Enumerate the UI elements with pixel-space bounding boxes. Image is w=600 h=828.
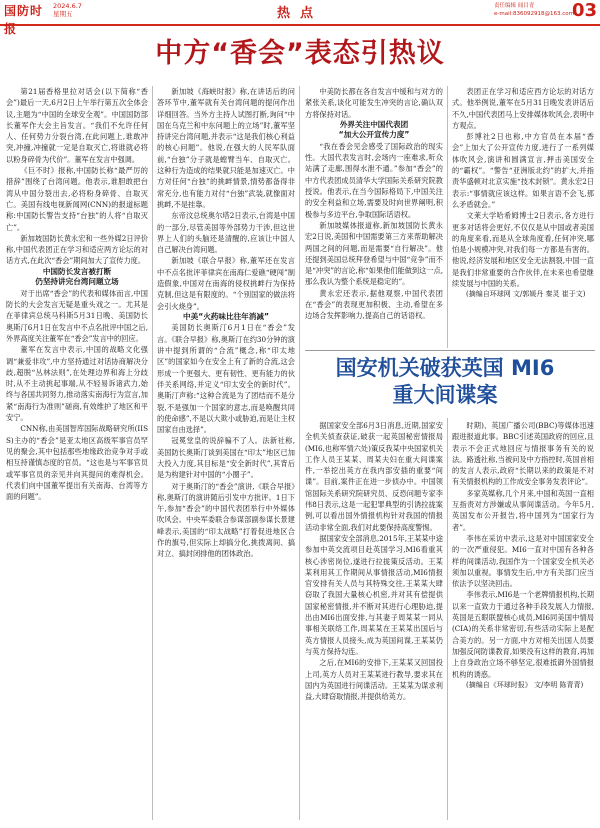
paragraph: 董军在发言中表示,中国的战略文化强调“兼爱非攻”,中方坚持通过对话协商解决分歧,超脱“丛林法则”,在处理边界和海上分歧时,从不主动挑起事端,从不轻易诉诸武力,始终与各国共同努力,推动落实南海行为宣言,加紧“南海行为准则”磋商,有效维护了地区和平安宁。 [6,345,148,423]
secondary-headline: 国安机关破获英国 MI6 重大间谍案 [335,356,555,407]
paragraph: 对于出席“香会”的代表和媒体而言,中国防长的大会发言无疑是重头戏之一。尤其是在菲律宾总统马科斯5月31日晚、美国防长奥斯汀6月1日在发言中不点名批评中国之后,外界高度关注董军在“香会”发言中的回应。 [6,288,148,343]
paragraph: 《巨不时》报称,中国防长称“最严厉的措辞”围绕了台湾问题。他表示,谁胆敢把台湾从中国分裂出去,必将粉身碎骨、自取灭亡。美国有线电视新闻网(CNN)的报道标题称:中国防长警告支持“台独”的人将“自取灭亡”。 [6,166,148,232]
editor-line: 责任编辑 闻目青 [494,3,535,9]
paragraph: 据国家安全部消息,2015年,王某某中途参加中英交流项目赴英国学习,MI6看重其核心涉密岗位,遂进行拉拢策反活动。王某某利用其工作期间从事情报活动,MI6情报官安排有关人员与其特殊交往,王某某大肆窃取了我国大量核心机密,并对其有偿提供国家秘密情报,并不断对其进行心理胁迫,提出由MI6出面安排,与其妻子周某某一同从事相关联络工作,周某某在王某某出国后与英方情报人员接头,成为英国间谍,王某某仍与英方保持勾连。 [305,533,443,656]
paragraph: 中美防长都在各自发言中缓和与对方的紧张关系,谈化可能发生冲突的言论,确认双方将保持对话。 [305,87,443,119]
paragraph: 冠冕堂皇的说辞骗不了人。法新社称,美国防长奥斯汀谈到美国在“印太”地区已加大投入力度,其目标是“安全新时代”,其背后是为构建针对中国的“小圈子”。 [157,436,295,480]
column-divider [447,418,448,820]
byline: (摘编自环球网 文/郭媛丹 秦灵 崔于文) [466,290,586,299]
masthead-bar [0,0,600,36]
paragraph: 表团正在学习和适应西方论坛的对话方式。他举例说,董军在5月31日晚发表讲话后不久,中国代表团马上安排媒体吹风会,表明中方观点。 [452,87,594,130]
story1-column-4 [452,86,594,348]
paragraph: 美国防长奥斯汀6月1日在“香会”发言。《联合早报》称,奥斯汀在约30分钟的演讲中提到所谓的“合流”概念,称“印太地区”的国家如今在安全上有了新的合流,这会形成一个更强大、更有韧性、更有能力的伙伴关系网络,并定义“印太安全的新时代”。奥斯汀声称:“这种合流是为了团结而不是分裂,不是强加一个国家的意志,而是唤醒共同的使命感”,不是以大欺小或胁迫,而是让主权国家自由选择”。 [157,323,295,435]
page-number: 03 [571,0,597,21]
subheading: 中美“火药味比往年消减” [183,311,269,321]
paragraph: 文莱大学哈希姆博士2日表示,各方进行更多对话将会更好,不仅仅是从中国或者美国的角度来看,而是从全球角度看,任何冲突,哪怕是小规模冲突,对我们每一方都是有害的。他说,经济发展和地区安全无法割裂,中国一直是我们非常重要的合作伙伴,在未来也希望继续发展与中国的关系。 [452,211,594,289]
paragraph: 时期)、英国广播公司(BBC)等媒体迅速跟进报道此事。BBC引述英国政府的回应,且表示不会正式地回应与情报事务有关的说法。路透社称,当被问及中方指控时,英国首相的发言人表示,政府“长期以来的政策是不对有关情报机构的工作成安全事务发表评论”。 [452,421,594,487]
paragraph: 黄永宏还表示,据他观察,中国代表团在“香会”的表现更加积极、主动,希望在多边场合发挥影响力,提高自己的话语权。 [305,288,443,321]
paragraph: “我在香会见会感受了国际政治的现实性。大国代表发言时,会场内一座难求,听众站满了走廊,围得水泄不通。”参加“香会”的中方代表团成员清华大学国际关系研究院教授说。他表示,在当今国际格局下,中国关注的安全利益和立场,需要及时向世界阐明,积极参与多边平台,争取国际话语权。 [305,141,443,219]
paragraph: 东帝汶总统奥尔塔2日表示,台湾是中国的一部分,尽管美国等外部势力干涉,但这世界上人们的头脑还是清醒的,应该让中国人自己解决台湾问题。 [157,211,295,255]
byline: (摘编自《环球时报》 文/李明 陈青青) [466,680,584,689]
paragraph: 据国家安全部6月3日消息,近期,国家安全机关侦查获证,破获一起英国秘密情报局(MI6,也称军情六处)策反我某中央国家机关工作人员王某某、周某夫妇在重大间谍案件,一举挖出英方在我内部安插的重要“间谍”。目前,案件正在进一步侦办中。中国领馆国际关系研究院研究员、反恐问题专家李伟8日表示,这是一起犯罪典型的引诱拉拢案例,可以看出国外情报机构针对我国的情报活动非常全面,我们对此要保持高度警惕。 [305,421,443,532]
paragraph: 新加坡国防长黄永宏和一些外媒2日评价称,中国代表团正在学习和适应两方论坛的对话方式,在此次“香会”期间加大了宣传力度。 [6,233,148,266]
story2-column-1 [305,420,443,822]
paragraph: 李伟表示,MI6是一个老牌情报机构,长期以来一直致力于通过各种手段发展人力情报,英国是五眼联盟核心成员,MI6同美国中情局(CIA)的关系非常密切,有些活动实际上是配合美方的。另一方面,中方对相关出国人员要加强反间防谍教育,如果没有这样的教育,再加上自身政治立场不够坚定,很难抵御外国情报机构的诱惑。 [452,590,594,679]
paragraph: 新加坡《海峡时报》称,在讲话后的问答环节中,董军就有关台湾问题的提问作出详细回答。当外方主持人试图打断,询问“中国在乌克兰和中东问题上的立场”时,董军坚持讲完台湾问题,并表示“这是我们核心利益的核心问题”。他说,在强大的人民军队面前,“台独”分子就是螳臂当车、自取灭亡。这种行为造成的结果就只能是加速灭亡。中方对任何“台独”的挑衅情景,情势都备得非常充分,也有能力对付“台独”武装,就像面对挑衅,不是挂靠。 [157,87,295,209]
story1-column-2 [157,86,295,822]
paragraph: 新加坡媒体报道称,新加坡国防长黄永宏2日说,美国和中国需要第三方来帮助解决两国之间的问题,而是需要“自行解决”。他还提到美国总统拜登希望与中国“竞争”而不是“冲突”的言论,称“如果他们能做到这一点,那么我认为整个系统是稳定的”。 [305,220,443,287]
column-divider [447,86,448,348]
paragraph: 多家英媒称,几个月来,中国和英国一直相互指责对方涉嫌或从事间谍活动。今年5月,英国发布公开报告,将中国列为“国家行为者”。 [452,488,594,532]
paragraph: 第21届香格里拉对话会(以下简称“香会”)最后一天,6月2日上午举行第五次全体会议,主题为“中国的全球安全观”。中国国防部长董军作大会主旨发言。“我们不允许任何人、任何势力分裂台湾,在此问题上,谁敢冲突,冲撞,冲撞就一定是自取灭亡,将谁就必将以粉身碎骨为代价”。董军在发言中强调。 [6,87,148,164]
column-divider [299,86,300,820]
email-line: e-mail:836092918@163.com [494,11,574,17]
section-title: 热点 [276,6,323,21]
column-divider [152,86,153,820]
story1-column-1 [6,86,148,822]
main-headline: 中方“香会”表态引热议 [155,38,445,69]
paragraph: CNN称,由美国智库国际战略研究所(IISS)主办的“香会”是亚太地区高级军事官员罕见的聚会,其中包括那些地缘政治竞争对手或相互持谨慎态度的官员。“这也是与军事官员或军事官员的亲见并向其提问的难得机会。代表们向中国董军提出有关南海、台湾等方面的问题”。 [6,424,148,502]
story1-column-3 [305,86,443,348]
story2-column-2 [452,420,594,822]
issue-date: 2024.6.7 [53,2,82,10]
paragraph: 新加坡《联合早报》称,董军还在发言中不点名批评菲律宾在南海仁爱礁“硬闯”制造假象,中国对在南海的侵权挑衅行为保持克制,但这是有限度的。“个别国家的做法将会引火烧身”。 [157,256,295,311]
paragraph: 之后,在MI6的安排下,王某某又回国投上司,英方人员对王某某进行教导,要求其在国内为英国进行间谍活动。王某某为谋求利益,大肆窃取情报,并提供给英方。 [305,658,443,702]
story-divider [305,350,595,351]
paragraph: 彭博社2日也称,中方官员在本届“香会”上加大了公开宣传力度,进行了一系列媒体吹风会,演讲和圆满宣言,押击美国安全的“霸权”。“警告“亚洲版北约”的扩大,并指责华盛顿对北京实施“技术封锁”。黄永宏2日表示:“事情就应该这样。如果言语不会飞,那么矛盾就会。” [452,132,594,209]
subheading: 外界关注中国代表团 “加大公开宣传力度” [338,119,410,140]
paragraph: 对于奥斯汀的“香会”演讲,《联合早报》称,奥斯汀的演讲随后引发中方批评。1日下午,参加“香会”的中国代表团举行中外媒体吹风会。中央军委联合参谋部副参谋长景建峰表示,美国的“印太战略”打着促进地区合作的旗号,但实际上却搞分化,挑拨离间、搞对立、搞封闭排他的团体政治。 [157,481,295,559]
editor-info [494,2,574,18]
subheading: 中国防长发言被打断 仍坚持讲完台湾问题立场 [35,266,119,287]
newspaper-logo: 国防时报 [4,4,44,36]
issue-weekday: 星期五 [53,10,73,18]
paragraph: 李伟在采访中表示,这是对中国国家安全的一次严重侵犯。MI6一直对中国有各种各样的间谍活动,我国作为一个国家安全机关必须加以重视。事情发生后,中方有关部门应当依法予以坚决回击。 [452,533,594,589]
